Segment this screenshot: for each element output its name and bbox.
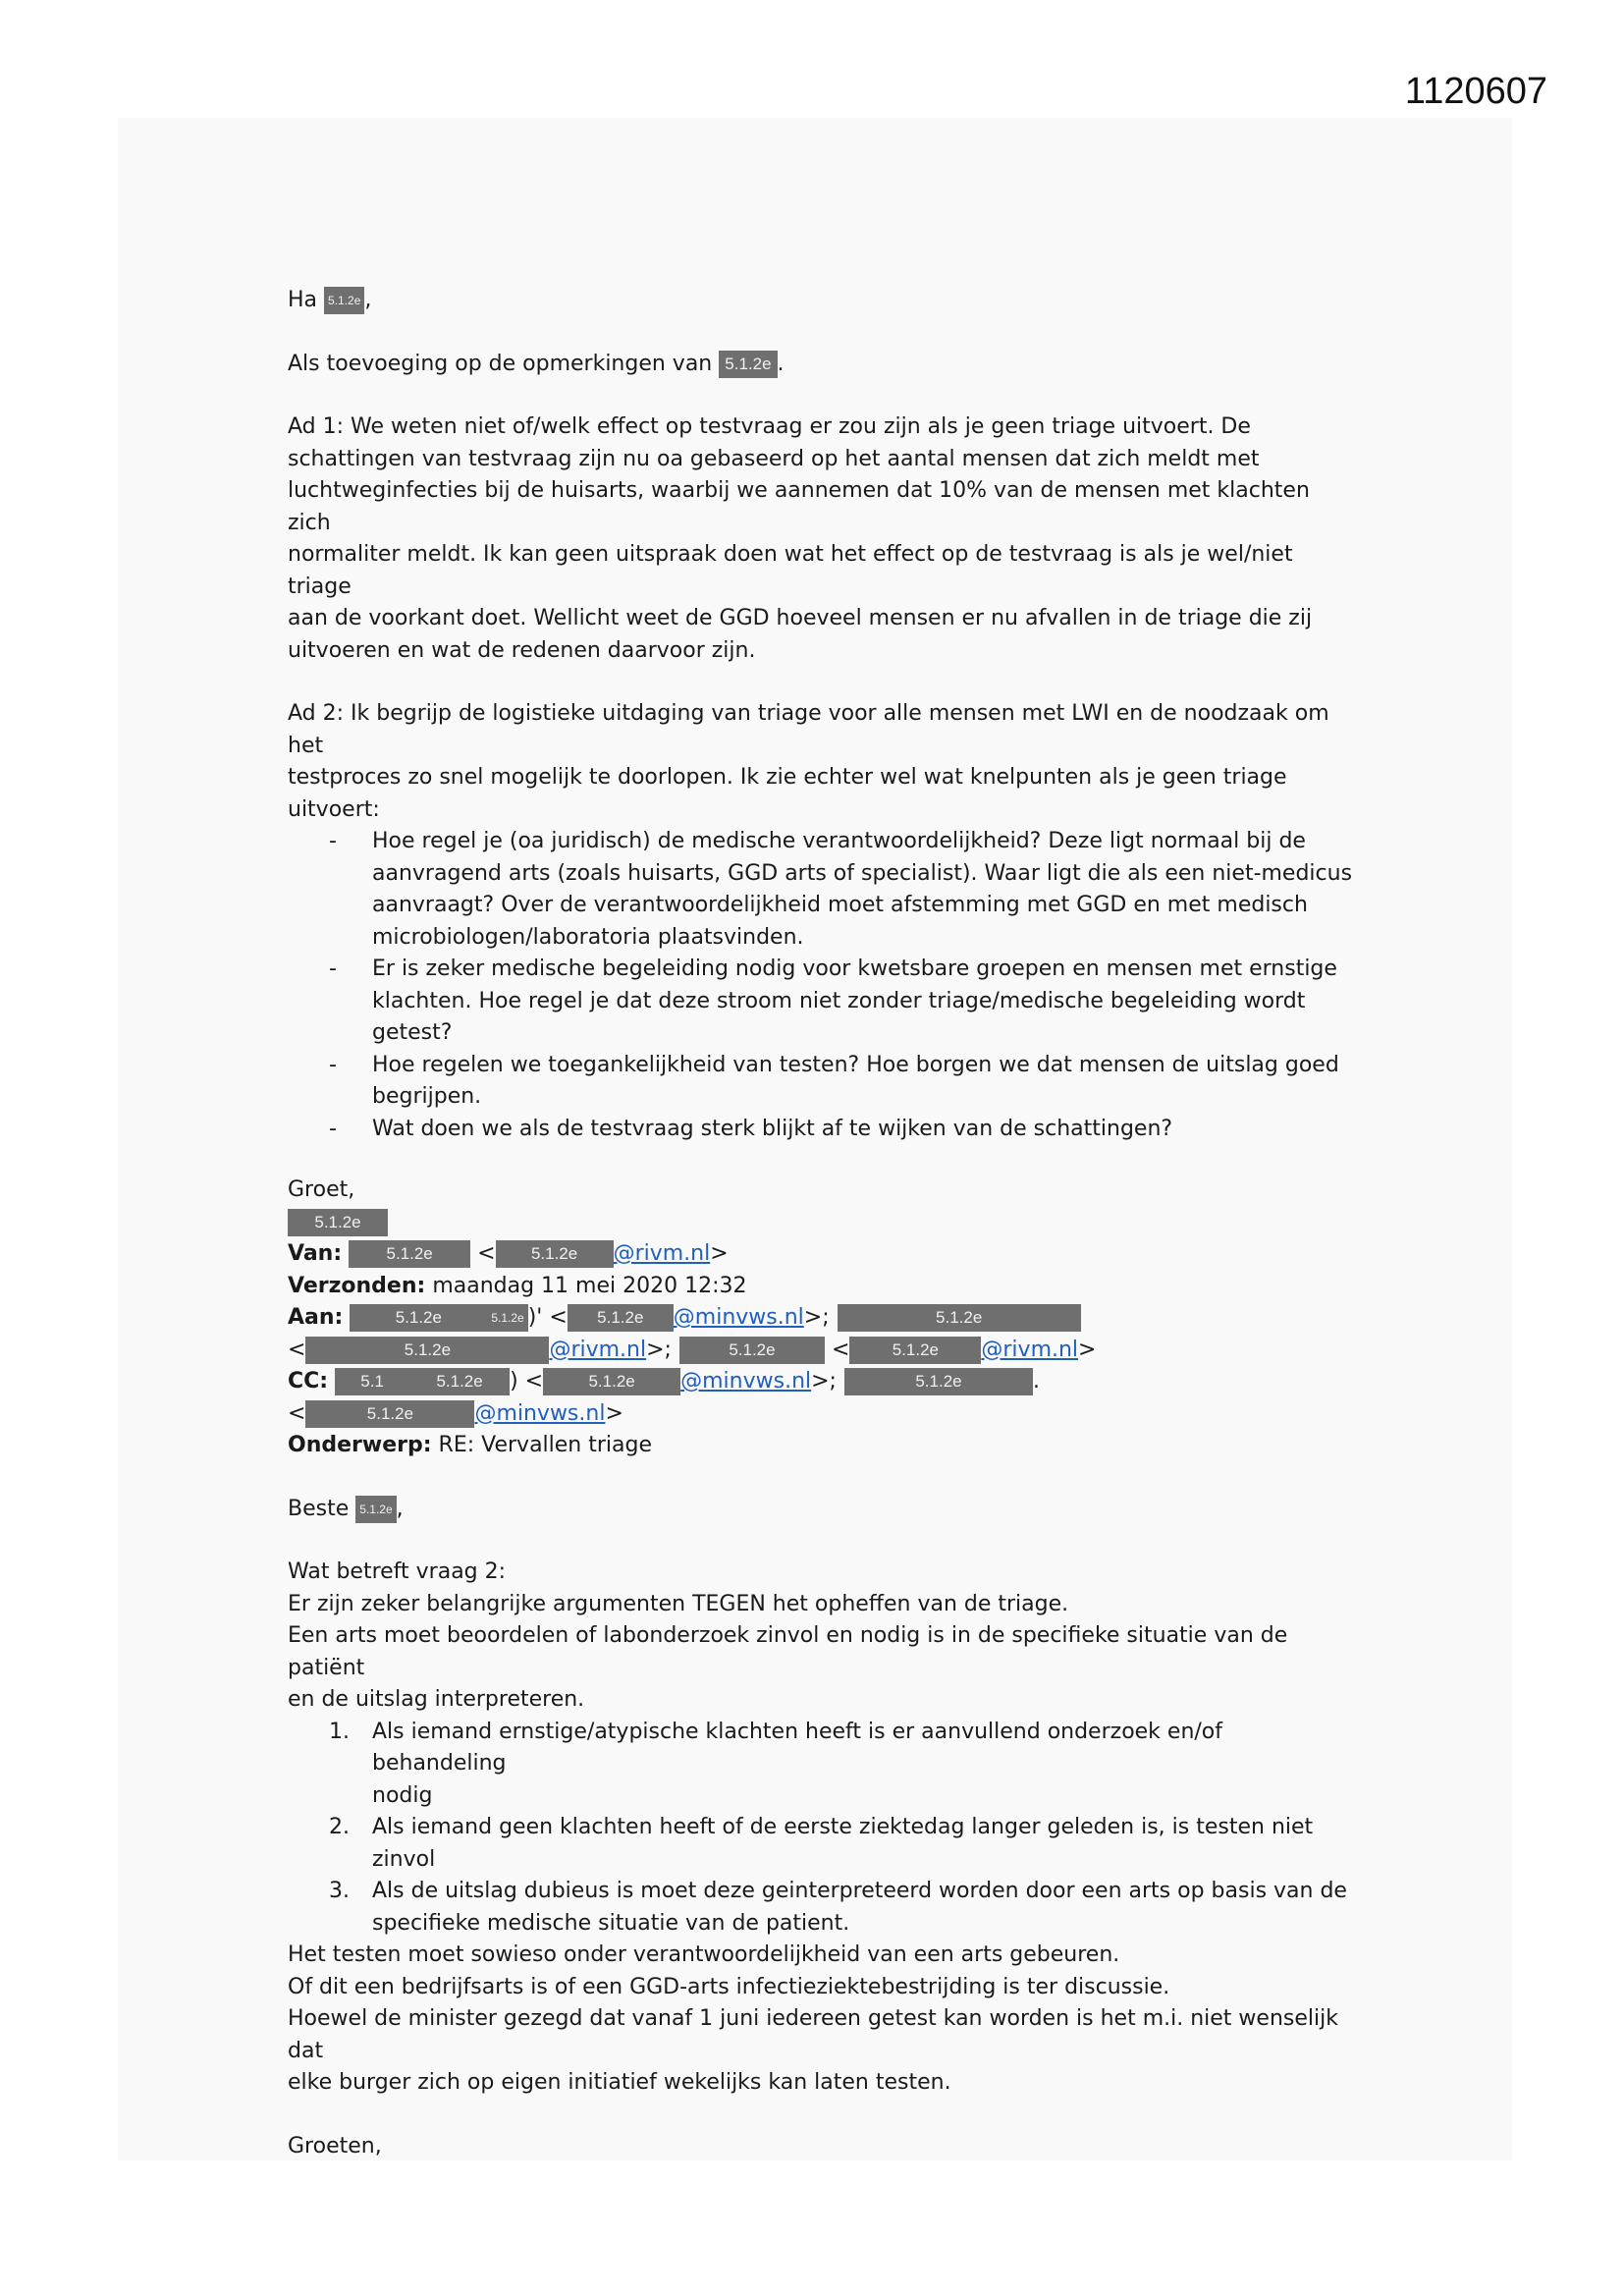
from-row [288, 1238, 1358, 1271]
intro-line [288, 349, 1358, 381]
bullet-line: microbiologen/laboratoria plaatsvinden. [372, 924, 804, 950]
bullet-line: klachten. Hoe regel je dat deze stroom niet zonder triage/medische begeleiding wordt [372, 988, 1306, 1013]
list-line: Als iemand ernstige/atypische klachten heeft is er aanvullend onderzoek en/of behandeling [372, 1719, 1223, 1776]
angle-close: > [1078, 1337, 1097, 1362]
bullet-line: Wat doen we als de testvraag sterk blijkt af te wijken van de schattingen? [372, 1116, 1173, 1141]
redaction-box: 5.1.2e [349, 1240, 470, 1268]
email-body [288, 285, 1358, 2162]
ad1-line: normaliter meldt. Ik kan geen uitspraak doen wat het effect op de testvraag is als je wel/niet triage [288, 542, 1293, 599]
redaction-box: 5.1.2e [838, 1304, 1081, 1332]
email-link[interactable]: @rivm.nl [549, 1337, 647, 1362]
document-number: 1120607 [1404, 71, 1547, 112]
cc-label: CC: [288, 1369, 329, 1394]
angle-open: < [477, 1241, 496, 1266]
list-item [288, 1812, 1358, 1876]
greeting-suffix: , [396, 1496, 404, 1521]
angle-close: >; [811, 1369, 837, 1394]
numbered-list [288, 1717, 1358, 1941]
angle-close: >; [803, 1305, 830, 1330]
cc-row [288, 1366, 1358, 1398]
question-title: Wat betreft vraag 2: [288, 1559, 507, 1584]
angle-open: ) < [510, 1369, 544, 1394]
ad1-line: Ad 1: We weten niet of/welk effect op testvraag er zou zijn als je geen triage uitvoert. De [288, 414, 1251, 439]
list-item [288, 954, 1358, 1050]
angle-close: > [710, 1241, 729, 1266]
ad2-paragraph [288, 698, 1358, 1145]
dash-bullet: - [329, 1052, 337, 1077]
bullet-line: aanvragend arts (zoals huisarts, GGD arts of specialist). Waar ligt die als een niet-medicus [372, 860, 1353, 886]
list-line: specifieke medische situatie van de patient. [372, 1910, 850, 1936]
redaction-box: 5.1.2e [849, 1337, 981, 1364]
bullet-line: getest? [372, 1020, 453, 1045]
from-label: Van: [288, 1241, 343, 1266]
question-line: en de uitslag interpreteren. [288, 1687, 585, 1712]
redaction-box: 5.1.2e [719, 351, 777, 378]
angle-open: )' < [527, 1305, 568, 1330]
list-item [288, 1050, 1358, 1114]
sent-label: Verzonden: [288, 1273, 426, 1298]
greeting-prefix: Ha [288, 288, 318, 312]
redaction-box: 5.1.2e [487, 1304, 527, 1332]
greeting-prefix: Beste [288, 1496, 350, 1521]
question-line: Of dit een bedrijfsarts is of een GGD-arts infectieziektebestrijding is ter discussie. [288, 1974, 1170, 1999]
list-number: 3. [329, 1879, 350, 1903]
email-link[interactable]: @rivm.nl [981, 1337, 1079, 1362]
to-row [288, 1302, 1358, 1335]
subject-label: Onderwerp: [288, 1433, 432, 1457]
list-item [288, 1717, 1358, 1813]
closing-greeting: Groet, [288, 1177, 355, 1202]
signature-line [288, 1207, 1358, 1239]
question-line: Er zijn zeker belangrijke argumenten TEGEN het opheffen van de triage. [288, 1591, 1069, 1616]
angle-open: < [831, 1337, 850, 1362]
redaction-box: 5.1.2e [568, 1304, 674, 1332]
redaction-box: 5.1.2e [355, 1496, 396, 1523]
redaction-box: 5.1.2e [305, 1400, 474, 1428]
email-link[interactable]: @minvws.nl [680, 1369, 812, 1394]
angle-open: < [288, 1337, 306, 1362]
sent-value: maandag 11 mei 2020 12:32 [432, 1273, 747, 1298]
email-link[interactable]: @rivm.nl [613, 1241, 711, 1266]
list-item [288, 1876, 1358, 1940]
subject-value: RE: Vervallen triage [438, 1433, 653, 1457]
cc-row-continued [288, 1398, 1358, 1431]
list-line: Als de uitslag dubieus is moet deze geinterpreteerd worden door een arts op basis van de [372, 1879, 1347, 1903]
punctuation: . [1032, 1369, 1040, 1394]
question-line: elke burger zich op eigen initiatief wekelijks kan laten testen. [288, 2070, 951, 2095]
list-item [288, 826, 1358, 954]
bullet-line: Hoe regelen we toegankelijkheid van testen? Hoe borgen we dat mensen de uitslag goed [372, 1052, 1339, 1077]
ad2-bullet-list [288, 826, 1358, 1145]
greeting-line-2 [288, 1494, 1358, 1526]
question-line: Een arts moet beoordelen of labonderzoek zinvol en nodig is in de specifieke situatie van de patiënt [288, 1623, 1288, 1680]
list-line: Als iemand geen klachten heeft of de eerste ziektedag langer geleden is, is testen niet zinvol [372, 1815, 1314, 1872]
redaction-box: 5.1.2e [496, 1240, 614, 1268]
bullet-line: begrijpen. [372, 1084, 482, 1109]
ad1-line: aan de voorkant doet. Wellicht weet de GGD hoeveel mensen er nu afvallen in de triage die zij [288, 606, 1313, 630]
list-number: 2. [329, 1815, 350, 1839]
subject-row [288, 1430, 1358, 1462]
list-number: 1. [329, 1719, 350, 1744]
bullet-line: aanvraagt? Over de verantwoordelijkheid moet afstemming met GGD en met medisch [372, 893, 1308, 917]
ad1-line: uitvoeren en wat de redenen daarvoor zijn. [288, 637, 756, 663]
intro-text: Als toevoeging op de opmerkingen van [288, 351, 713, 376]
redaction-box: 5.1 [335, 1368, 409, 1395]
dash-bullet: - [329, 957, 337, 981]
question-line: Het testen moet sowieso onder verantwoordelijkheid van een arts gebeuren. [288, 1942, 1120, 1967]
redaction-box: 5.1.2e [679, 1337, 825, 1364]
redaction-box: 5.1.2e [288, 1209, 388, 1236]
greeting-line [288, 285, 1358, 317]
ad1-line: schattingen van testvraag zijn nu oa gebaseerd op het aantal mensen dat zich meldt met [288, 446, 1260, 471]
question2-section [288, 1557, 1358, 2100]
email-link[interactable]: @minvws.nl [474, 1400, 606, 1426]
dash-bullet: - [329, 829, 337, 853]
intro-suffix: . [777, 351, 785, 376]
list-item [288, 1114, 1358, 1146]
redaction-box: 5.1.2e [543, 1368, 680, 1395]
redaction-box: 5.1.2e [844, 1368, 1033, 1395]
redaction-box: 5.1.2e [409, 1368, 510, 1395]
email-link[interactable]: @minvws.nl [673, 1305, 804, 1330]
ad1-paragraph [288, 411, 1358, 667]
angle-open: < [288, 1400, 306, 1426]
closing-greeting-2: Groeten, [288, 2133, 382, 2159]
question-line: Hoewel de minister gezegd dat vanaf 1 juni iedereen getest kan worden is het m.i. niet wenselijk dat [288, 2006, 1338, 2063]
forwarded-header [288, 1238, 1358, 1462]
bullet-line: Er is zeker medische begeleiding nodig voor kwetsbare groepen en mensen met ernstige [372, 957, 1337, 981]
to-label: Aan: [288, 1305, 344, 1330]
ad2-line: testproces zo snel mogelijk te doorlopen. Ik zie echter wel wat knelpunten als je geen triage uitvoert: [288, 765, 1287, 822]
ad2-line: Ad 2: Ik begrijp de logistieke uitdaging van triage voor alle mensen met LWI en de noodzaak om het [288, 701, 1329, 758]
ad1-line: luchtweginfecties bij de huisarts, waarbij we aannemen dat 10% van de mensen met klachten zich [288, 478, 1310, 535]
greeting-suffix: , [364, 288, 372, 312]
redaction-box: 5.1.2e [305, 1337, 549, 1364]
list-line: nodig [372, 1782, 433, 1808]
sent-row [288, 1271, 1358, 1303]
to-row-continued [288, 1335, 1358, 1367]
angle-close: >; [646, 1337, 672, 1362]
redaction-box: 5.1.2e [350, 1304, 487, 1332]
angle-close: > [605, 1400, 623, 1426]
dash-bullet: - [329, 1116, 337, 1141]
redaction-box: 5.1.2e [324, 287, 364, 314]
bullet-line: Hoe regel je (oa juridisch) de medische verantwoordelijkheid? Deze ligt normaal bij de [372, 829, 1306, 853]
